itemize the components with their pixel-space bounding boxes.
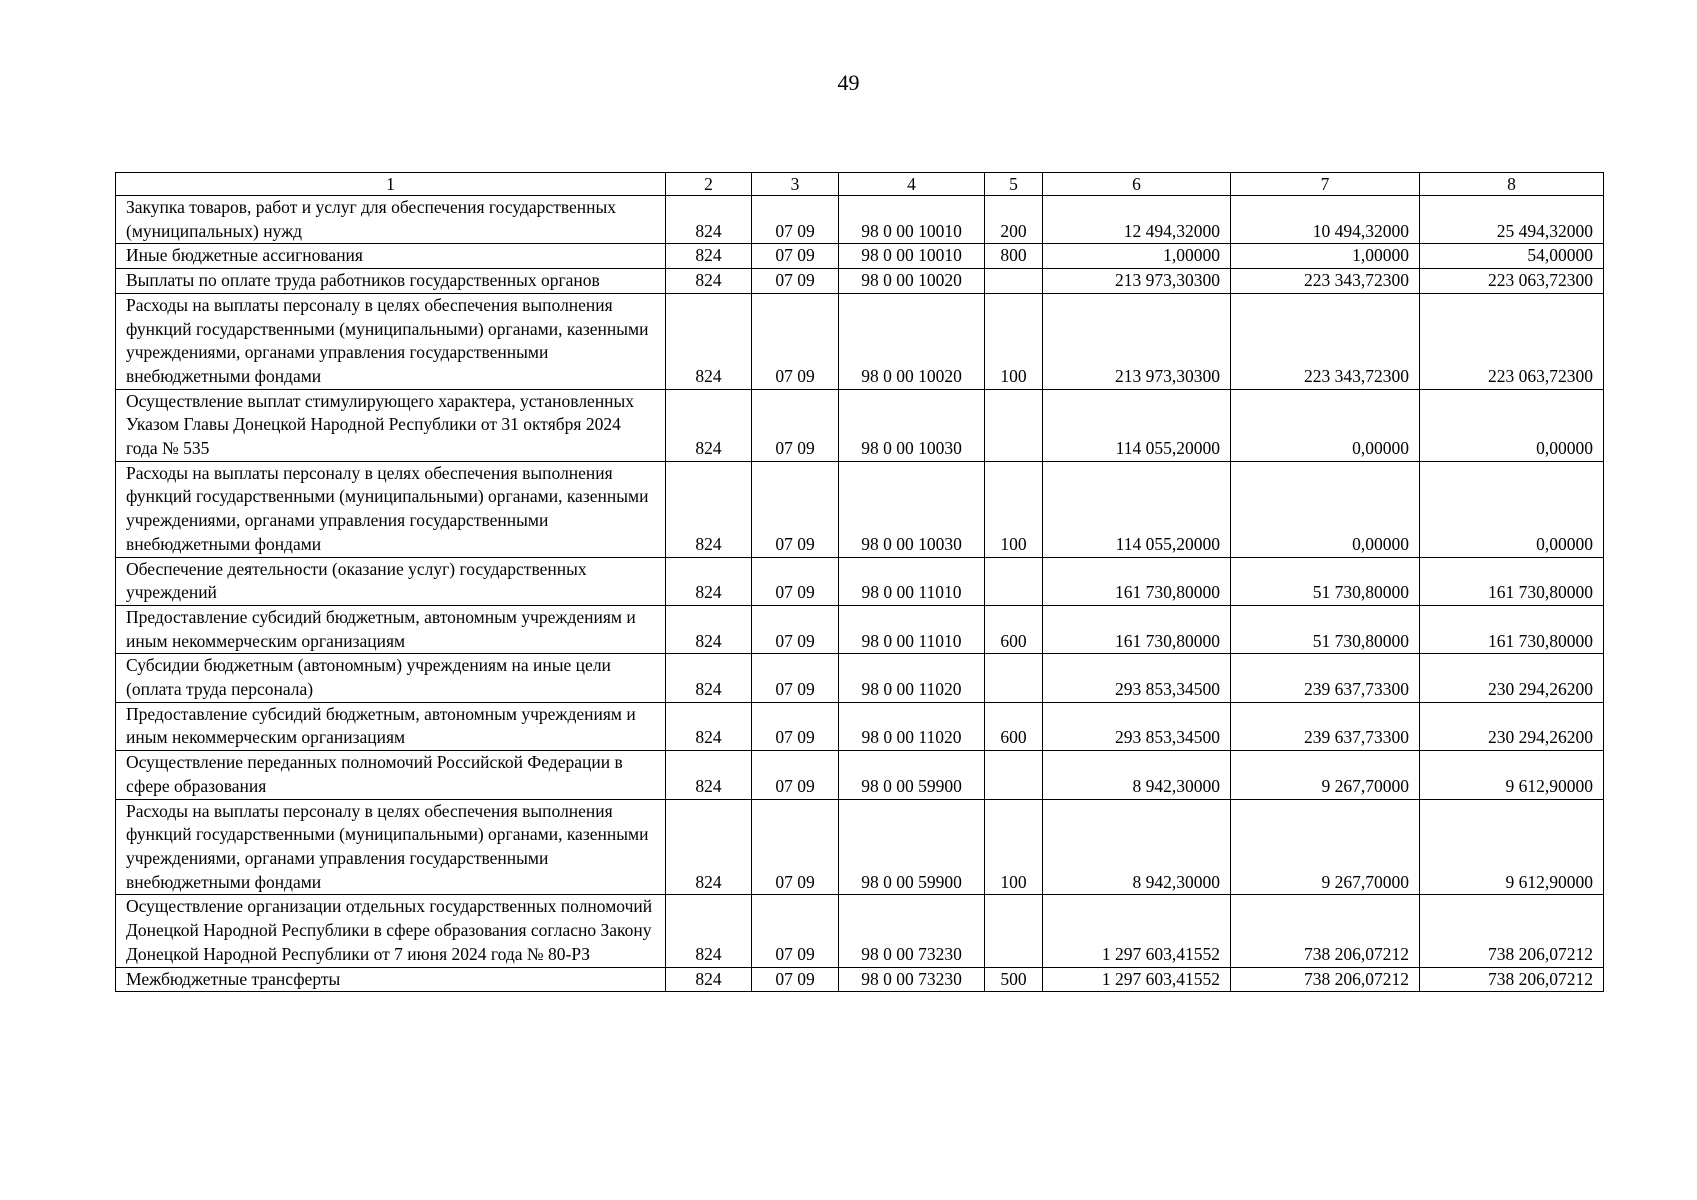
table-row — [116, 799, 1604, 895]
amount-col7-cell: 223 343,72300 — [1231, 269, 1420, 294]
expense-type-cell — [985, 389, 1043, 461]
amount-col6-cell: 114 055,20000 — [1043, 461, 1231, 557]
amount-col8-cell: 0,00000 — [1420, 461, 1604, 557]
section-code-cell: 07 09 — [752, 702, 839, 750]
amount-col8-cell: 738 206,07212 — [1420, 895, 1604, 967]
amount-col6-cell: 114 055,20000 — [1043, 389, 1231, 461]
table-row — [116, 654, 1604, 702]
header-cell: 8 — [1420, 173, 1604, 196]
item-name-cell: Иные бюджетные ассигнования — [116, 244, 666, 269]
item-name-cell: Расходы на выплаты персоналу в целях обеспечения выполнения функций государственными (муниципальными) органами, казенными учреждениями, органами управления государственными внебюджетными фондами — [116, 799, 666, 895]
section-code-cell: 07 09 — [752, 557, 839, 605]
admin-code-cell: 824 — [666, 461, 752, 557]
table-row — [116, 244, 1604, 269]
table-row — [116, 895, 1604, 967]
expense-type-cell: 600 — [985, 605, 1043, 653]
table-row — [116, 605, 1604, 653]
table-row — [116, 557, 1604, 605]
section-code-cell: 07 09 — [752, 196, 839, 244]
table-row — [116, 967, 1604, 992]
amount-col7-cell: 738 206,07212 — [1231, 967, 1420, 992]
target-code-cell: 98 0 00 11020 — [839, 654, 985, 702]
amount-col6-cell: 213 973,30300 — [1043, 269, 1231, 294]
target-code-cell: 98 0 00 73230 — [839, 967, 985, 992]
amount-col7-cell: 239 637,73300 — [1231, 654, 1420, 702]
target-code-cell: 98 0 00 73230 — [839, 895, 985, 967]
table-row — [116, 196, 1604, 244]
amount-col7-cell: 51 730,80000 — [1231, 557, 1420, 605]
target-code-cell: 98 0 00 11010 — [839, 557, 985, 605]
target-code-cell: 98 0 00 10020 — [839, 269, 985, 294]
amount-col6-cell: 1 297 603,41552 — [1043, 967, 1231, 992]
amount-col6-cell: 213 973,30300 — [1043, 293, 1231, 389]
amount-col6-cell: 12 494,32000 — [1043, 196, 1231, 244]
header-cell: 7 — [1231, 173, 1420, 196]
amount-col6-cell: 8 942,30000 — [1043, 751, 1231, 799]
expense-type-cell — [985, 557, 1043, 605]
expense-type-cell: 800 — [985, 244, 1043, 269]
amount-col7-cell: 1,00000 — [1231, 244, 1420, 269]
admin-code-cell: 824 — [666, 702, 752, 750]
expense-type-cell: 200 — [985, 196, 1043, 244]
table-row — [116, 461, 1604, 557]
admin-code-cell: 824 — [666, 654, 752, 702]
expense-type-cell: 100 — [985, 799, 1043, 895]
admin-code-cell: 824 — [666, 557, 752, 605]
item-name-cell: Предоставление субсидий бюджетным, автономным учреждениям и иным некоммерческим организациям — [116, 702, 666, 750]
table-row — [116, 751, 1604, 799]
admin-code-cell: 824 — [666, 196, 752, 244]
header-cell: 6 — [1043, 173, 1231, 196]
section-code-cell: 07 09 — [752, 293, 839, 389]
amount-col8-cell: 9 612,90000 — [1420, 751, 1604, 799]
item-name-cell: Закупка товаров, работ и услуг для обеспечения государственных (муниципальных) нужд — [116, 196, 666, 244]
section-code-cell: 07 09 — [752, 799, 839, 895]
amount-col7-cell: 10 494,32000 — [1231, 196, 1420, 244]
section-code-cell: 07 09 — [752, 751, 839, 799]
section-code-cell: 07 09 — [752, 605, 839, 653]
target-code-cell: 98 0 00 10030 — [839, 461, 985, 557]
admin-code-cell: 824 — [666, 895, 752, 967]
expense-type-cell: 500 — [985, 967, 1043, 992]
expense-type-cell: 600 — [985, 702, 1043, 750]
item-name-cell: Расходы на выплаты персоналу в целях обеспечения выполнения функций государственными (муниципальными) органами, казенными учреждениями, органами управления государственными внебюджетными фондами — [116, 461, 666, 557]
amount-col8-cell: 161 730,80000 — [1420, 605, 1604, 653]
header-cell: 5 — [985, 173, 1043, 196]
item-name-cell: Субсидии бюджетным (автономным) учреждениям на иные цели (оплата труда персонала) — [116, 654, 666, 702]
admin-code-cell: 824 — [666, 605, 752, 653]
amount-col8-cell: 223 063,72300 — [1420, 269, 1604, 294]
item-name-cell: Межбюджетные трансферты — [116, 967, 666, 992]
amount-col7-cell: 0,00000 — [1231, 461, 1420, 557]
admin-code-cell: 824 — [666, 389, 752, 461]
section-code-cell: 07 09 — [752, 389, 839, 461]
amount-col8-cell: 738 206,07212 — [1420, 967, 1604, 992]
item-name-cell: Осуществление переданных полномочий Российской Федерации в сфере образования — [116, 751, 666, 799]
header-cell: 3 — [752, 173, 839, 196]
amount-col6-cell: 1 297 603,41552 — [1043, 895, 1231, 967]
header-row — [116, 173, 1604, 196]
admin-code-cell: 824 — [666, 293, 752, 389]
amount-col7-cell: 9 267,70000 — [1231, 751, 1420, 799]
amount-col8-cell: 9 612,90000 — [1420, 799, 1604, 895]
item-name-cell: Предоставление субсидий бюджетным, автономным учреждениям и иным некоммерческим организациям — [116, 605, 666, 653]
amount-col8-cell: 25 494,32000 — [1420, 196, 1604, 244]
amount-col6-cell: 161 730,80000 — [1043, 605, 1231, 653]
amount-col8-cell: 54,00000 — [1420, 244, 1604, 269]
amount-col8-cell: 223 063,72300 — [1420, 293, 1604, 389]
target-code-cell: 98 0 00 59900 — [839, 799, 985, 895]
section-code-cell: 07 09 — [752, 269, 839, 294]
amount-col6-cell: 293 853,34500 — [1043, 654, 1231, 702]
target-code-cell: 98 0 00 10010 — [839, 196, 985, 244]
header-cell: 1 — [116, 173, 666, 196]
amount-col6-cell: 293 853,34500 — [1043, 702, 1231, 750]
target-code-cell: 98 0 00 10010 — [839, 244, 985, 269]
page-number: 49 — [837, 70, 860, 95]
expense-type-cell — [985, 654, 1043, 702]
item-name-cell: Расходы на выплаты персоналу в целях обеспечения выполнения функций государственными (муниципальными) органами, казенными учреждениями, органами управления государственными внебюджетными фондами — [116, 293, 666, 389]
amount-col8-cell: 230 294,26200 — [1420, 654, 1604, 702]
header-cell: 4 — [839, 173, 985, 196]
expense-type-cell: 100 — [985, 293, 1043, 389]
amount-col8-cell: 161 730,80000 — [1420, 557, 1604, 605]
amount-col6-cell: 8 942,30000 — [1043, 799, 1231, 895]
target-code-cell: 98 0 00 10020 — [839, 293, 985, 389]
table-row — [116, 293, 1604, 389]
admin-code-cell: 824 — [666, 244, 752, 269]
header-cell: 2 — [666, 173, 752, 196]
amount-col7-cell: 738 206,07212 — [1231, 895, 1420, 967]
item-name-cell: Выплаты по оплате труда работников государственных органов — [116, 269, 666, 294]
item-name-cell: Обеспечение деятельности (оказание услуг) государственных учреждений — [116, 557, 666, 605]
section-code-cell: 07 09 — [752, 967, 839, 992]
amount-col7-cell: 51 730,80000 — [1231, 605, 1420, 653]
amount-col6-cell: 161 730,80000 — [1043, 557, 1231, 605]
admin-code-cell: 824 — [666, 799, 752, 895]
target-code-cell: 98 0 00 11020 — [839, 702, 985, 750]
budget-table — [115, 172, 1604, 992]
amount-col7-cell: 9 267,70000 — [1231, 799, 1420, 895]
amount-col7-cell: 239 637,73300 — [1231, 702, 1420, 750]
target-code-cell: 98 0 00 11010 — [839, 605, 985, 653]
amount-col8-cell: 0,00000 — [1420, 389, 1604, 461]
expense-type-cell: 100 — [985, 461, 1043, 557]
table-row — [116, 389, 1604, 461]
item-name-cell: Осуществление организации отдельных государственных полномочий Донецкой Народной Республики в сфере образования согласно Закону Донецкой Народной Республики от 7 июня 2024 года № 80-РЗ — [116, 895, 666, 967]
admin-code-cell: 824 — [666, 967, 752, 992]
expense-type-cell — [985, 269, 1043, 294]
section-code-cell: 07 09 — [752, 654, 839, 702]
amount-col7-cell: 0,00000 — [1231, 389, 1420, 461]
section-code-cell: 07 09 — [752, 244, 839, 269]
amount-col7-cell: 223 343,72300 — [1231, 293, 1420, 389]
amount-col6-cell: 1,00000 — [1043, 244, 1231, 269]
table-row — [116, 269, 1604, 294]
target-code-cell: 98 0 00 10030 — [839, 389, 985, 461]
expense-type-cell — [985, 751, 1043, 799]
item-name-cell: Осуществление выплат стимулирующего характера, установленных Указом Главы Донецкой Народной Республики от 31 октября 2024 года № 535 — [116, 389, 666, 461]
expense-type-cell — [985, 895, 1043, 967]
target-code-cell: 98 0 00 59900 — [839, 751, 985, 799]
amount-col8-cell: 230 294,26200 — [1420, 702, 1604, 750]
table-row — [116, 702, 1604, 750]
section-code-cell: 07 09 — [752, 895, 839, 967]
section-code-cell: 07 09 — [752, 461, 839, 557]
admin-code-cell: 824 — [666, 269, 752, 294]
admin-code-cell: 824 — [666, 751, 752, 799]
